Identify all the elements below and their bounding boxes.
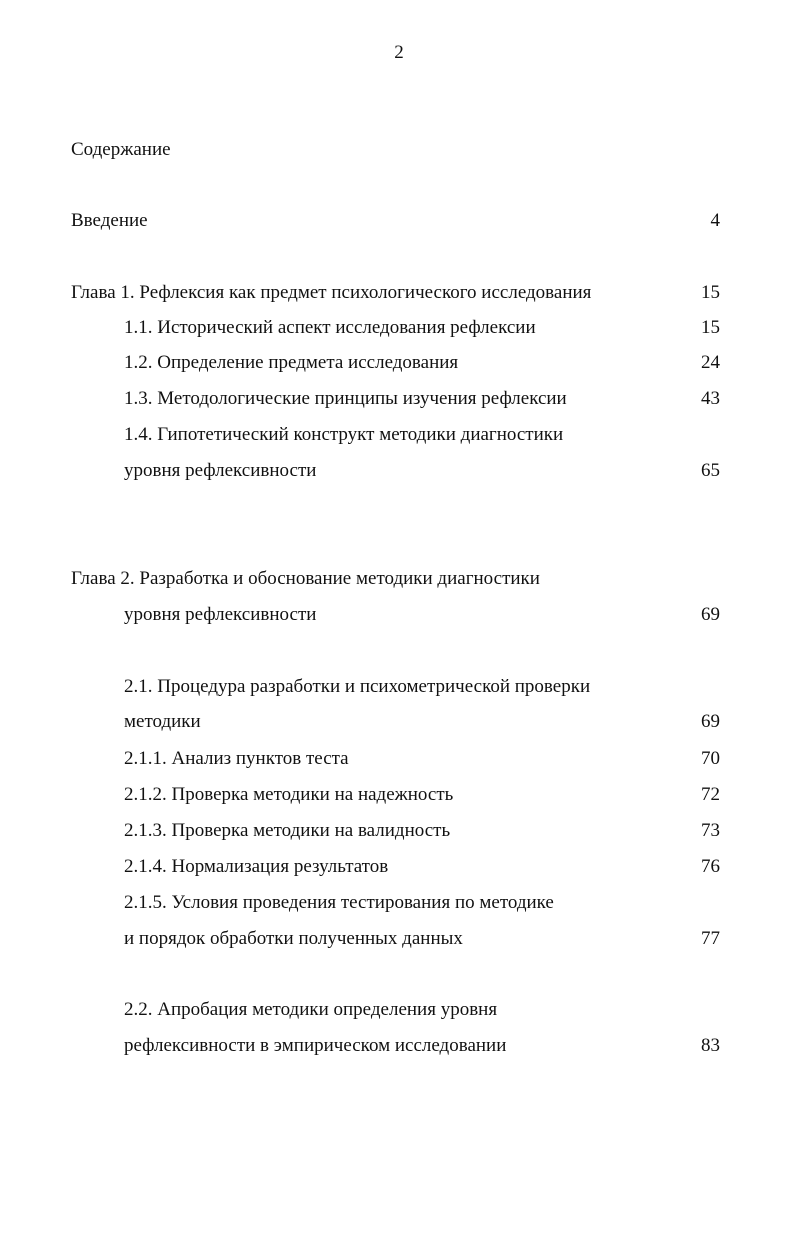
toc-page-1-1: 15 xyxy=(701,317,720,338)
toc-page-1-2: 24 xyxy=(701,352,720,373)
toc-page-2-1-1: 70 xyxy=(701,748,720,769)
toc-entry-1-2: 1.2. Определение предмета исследования xyxy=(124,352,459,373)
toc-entry-1-4-cont: уровня рефлексивности xyxy=(124,460,317,481)
toc-entry-chapter-2-cont: уровня рефлексивности xyxy=(124,604,317,625)
toc-entry-2-1-2: 2.1.2. Проверка методики на надежность xyxy=(124,784,454,805)
toc-entry-chapter-2: Глава 2. Разработка и обоснование методики диагностики xyxy=(71,568,540,589)
toc-page-2-1-4: 76 xyxy=(701,856,720,877)
toc-entry-1-4: 1.4. Гипотетический конструкт методики диагностики xyxy=(124,424,564,445)
toc-entry-2-1-5-cont: и порядок обработки полученных данных xyxy=(124,928,463,949)
toc-page-2-1-5: 77 xyxy=(701,928,720,949)
toc-page-intro: 4 xyxy=(710,210,720,231)
toc-entry-chapter-1: Глава 1. Рефлексия как предмет психологического исследования xyxy=(71,282,592,303)
toc-entry-2-2: 2.2. Апробация методики определения уровня xyxy=(124,999,498,1020)
toc-entry-2-1-cont: методики xyxy=(124,711,201,732)
toc-entry-intro: Введение xyxy=(71,210,148,231)
toc-page-2-2: 83 xyxy=(701,1035,720,1056)
toc-page-1-4: 65 xyxy=(701,460,720,481)
page-number: 2 xyxy=(394,42,404,63)
toc-page-2-1: 69 xyxy=(701,711,720,732)
toc-entry-2-2-cont: рефлексивности в эмпирическом исследовании xyxy=(124,1035,507,1056)
toc-entry-2-1: 2.1. Процедура разработки и психометрической проверки xyxy=(124,676,591,697)
toc-page-chapter-2: 69 xyxy=(701,604,720,625)
toc-page-1-3: 43 xyxy=(701,388,720,409)
toc-page-2-1-2: 72 xyxy=(701,784,720,805)
toc-entry-2-1-3: 2.1.3. Проверка методики на валидность xyxy=(124,820,451,841)
toc-entry-1-1: 1.1. Исторический аспект исследования рефлексии xyxy=(124,317,536,338)
toc-entry-2-1-4: 2.1.4. Нормализация результатов xyxy=(124,856,389,877)
toc-heading: Содержание xyxy=(71,139,171,160)
toc-entry-2-1-5: 2.1.5. Условия проведения тестирования по методике xyxy=(124,892,554,913)
toc-entry-2-1-1: 2.1.1. Анализ пунктов теста xyxy=(124,748,349,769)
toc-page-2-1-3: 73 xyxy=(701,820,720,841)
toc-entry-1-3: 1.3. Методологические принципы изучения рефлексии xyxy=(124,388,567,409)
toc-page-chapter-1: 15 xyxy=(701,282,720,303)
